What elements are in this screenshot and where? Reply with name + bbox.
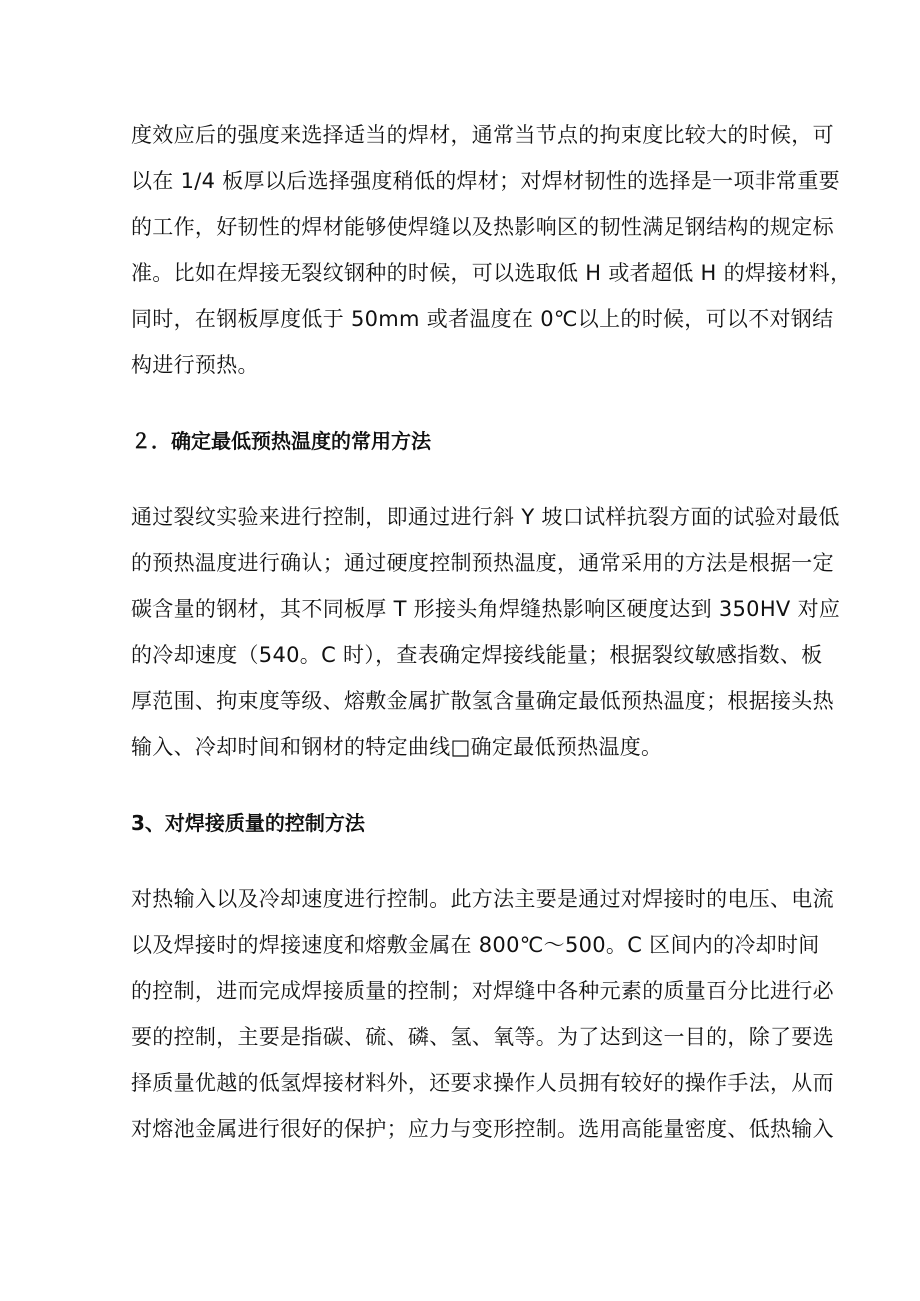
paragraph-welding-material-selection	[131, 112, 852, 388]
paragraph-line: 同时，在钢板厚度低于 50mm 或者温度在 0℃以上的时候，可以不对钢结	[131, 307, 834, 331]
paragraph-line: 的冷却速度（540。C 时），查表确定焊接线能量；根据裂纹敏感指数、板	[131, 643, 823, 667]
paragraph-line: 对熔池金属进行很好的保护；应力与变形控制。选用高能量密度、低热输入	[131, 1117, 834, 1141]
paragraph-line: 对热输入以及冷却速度进行控制。此方法主要是通过对焊接时的电压、电流	[131, 887, 834, 911]
document-body	[131, 112, 852, 1152]
paragraph-line: 厚范围、拘束度等级、熔敷金属扩散氢含量确定最低预热温度；根据接头热	[131, 689, 834, 713]
paragraph-line: 构进行预热。	[131, 353, 259, 377]
spacer	[131, 770, 801, 800]
paragraph-preheat-methods	[131, 494, 841, 770]
spacer	[131, 846, 801, 876]
paragraph-line: 以在 1/4 板厚以后选择强度稍低的焊材；对焊材韧性的选择是一项非常重要	[131, 169, 840, 193]
paragraph-line: 度效应后的强度来选择适当的焊材，通常当节点的拘束度比较大的时候，可	[131, 123, 834, 147]
spacer	[131, 388, 801, 418]
paragraph-quality-control	[131, 876, 834, 1152]
paragraph-line: 择质量优越的低氢焊接材料外，还要求操作人员拥有较好的操作手法，从而	[131, 1071, 834, 1095]
paragraph-line: 的工作，好韧性的焊材能够使焊缝以及热影响区的韧性满足钢结构的规定标	[131, 215, 834, 239]
paragraph-line: 以及焊接时的焊接速度和熔敷金属在 800℃～500。C 区间内的冷却时间	[131, 933, 820, 957]
paragraph-line: 准。比如在焊接无裂纹钢种的时候，可以选取低 H 或者超低 H 的焊接材料，	[131, 261, 852, 285]
paragraph-line: 的预热温度进行确认；通过硬度控制预热温度，通常采用的方法是根据一定	[131, 551, 834, 575]
section-heading-preheat-temperature: ２．确定最低预热温度的常用方法	[131, 429, 431, 453]
paragraph-line: 通过裂纹实验来进行控制，即通过进行斜 Y 坡口试样抗裂方面的试验对最低	[131, 505, 840, 529]
section-heading-quality-control: 3、对焊接质量的控制方法	[131, 811, 365, 835]
spacer	[131, 464, 801, 494]
paragraph-line: 输入、冷却时间和钢材的特定曲线□确定最低预热温度。	[131, 735, 663, 759]
paragraph-line: 要的控制，主要是指碳、硫、磷、氢、氧等。为了达到这一目的，除了要选	[131, 1025, 834, 1049]
paragraph-line: 碳含量的钢材，其不同板厚 T 形接头角焊缝热影响区硬度达到 350HV 对应	[131, 597, 841, 621]
paragraph-line: 的控制，进而完成焊接质量的控制；对焊缝中各种元素的质量百分比进行必	[131, 979, 834, 1003]
